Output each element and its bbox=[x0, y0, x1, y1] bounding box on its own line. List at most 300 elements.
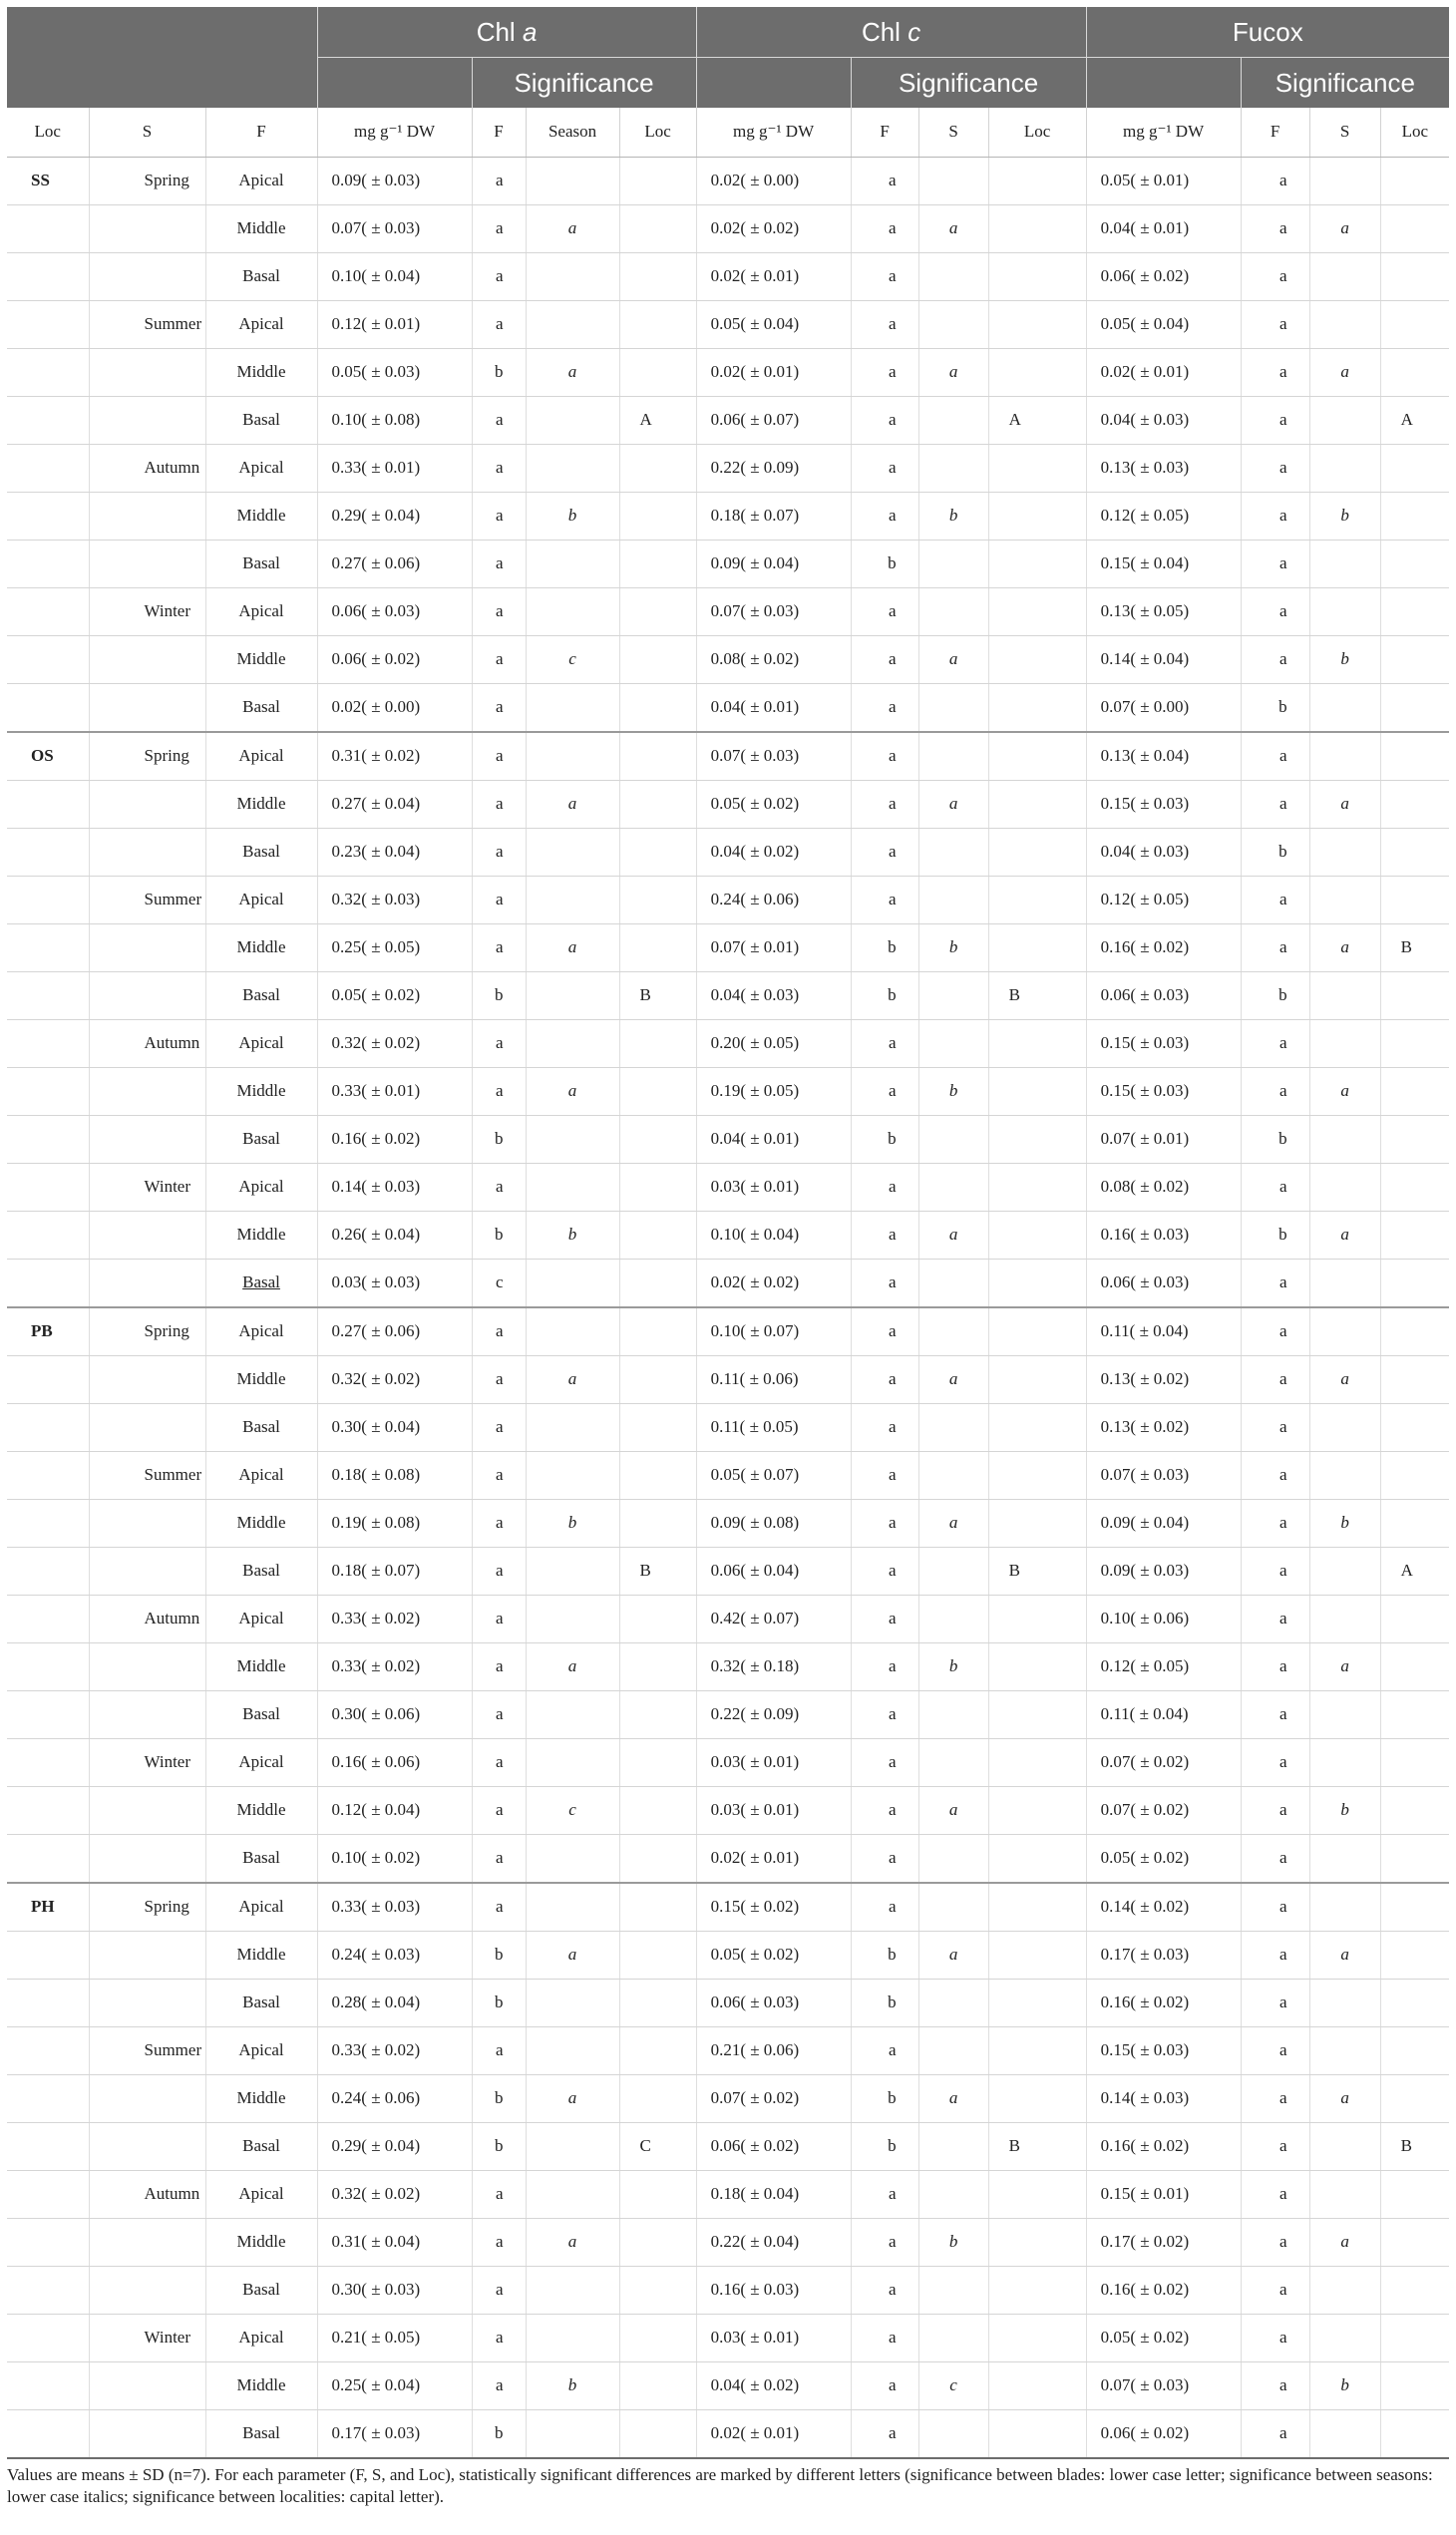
table-cell: a bbox=[851, 1834, 918, 1883]
table-row bbox=[7, 587, 1449, 635]
table-cell: Middle bbox=[205, 1211, 317, 1259]
table-cell: 0.24( ± 0.06) bbox=[696, 876, 851, 923]
table-cell bbox=[7, 1019, 89, 1067]
table-cell bbox=[918, 396, 988, 444]
table-cell bbox=[988, 1211, 1086, 1259]
table-cell bbox=[918, 587, 988, 635]
table-cell: a bbox=[472, 2026, 526, 2074]
table-cell bbox=[89, 1642, 205, 1690]
table-cell: 0.22( ± 0.04) bbox=[696, 2218, 851, 2266]
table-cell: 0.04( ± 0.03) bbox=[1086, 396, 1241, 444]
table-row bbox=[7, 1115, 1449, 1163]
table-cell bbox=[7, 1786, 89, 1834]
table-cell: a bbox=[1241, 2218, 1309, 2266]
table-cell bbox=[526, 876, 619, 923]
table-cell: 0.02( ± 0.01) bbox=[696, 2409, 851, 2458]
table-cell: 0.30( ± 0.03) bbox=[317, 2266, 472, 2314]
table-cell bbox=[89, 2266, 205, 2314]
table-cell bbox=[988, 923, 1086, 971]
table-cell: b bbox=[472, 1115, 526, 1163]
table-cell: a bbox=[851, 780, 918, 828]
table-cell bbox=[526, 2409, 619, 2458]
table-cell: Winter bbox=[89, 587, 205, 635]
table-cell bbox=[89, 1690, 205, 1738]
table-cell: a bbox=[1241, 1642, 1309, 1690]
table-cell: Apical bbox=[205, 2026, 317, 2074]
table-cell: 0.05( ± 0.02) bbox=[696, 1931, 851, 1979]
table-cell: Summer bbox=[89, 2026, 205, 2074]
table-cell: a bbox=[1241, 732, 1309, 781]
table-cell bbox=[7, 300, 89, 348]
table-cell bbox=[918, 1163, 988, 1211]
table-cell bbox=[1309, 2266, 1380, 2314]
table-cell: 0.12( ± 0.05) bbox=[1086, 1642, 1241, 1690]
table-cell: b bbox=[918, 1067, 988, 1115]
table-cell bbox=[918, 2026, 988, 2074]
table-cell: a bbox=[1309, 1355, 1380, 1403]
table-cell: a bbox=[851, 157, 918, 204]
table-cell bbox=[988, 1067, 1086, 1115]
table-cell: 0.10( ± 0.07) bbox=[696, 1307, 851, 1356]
table-cell bbox=[918, 2266, 988, 2314]
table-cell bbox=[1380, 1642, 1449, 1690]
table-cell bbox=[619, 1931, 696, 1979]
table-cell: a bbox=[472, 1834, 526, 1883]
table-cell bbox=[1309, 300, 1380, 348]
table-cell bbox=[526, 2170, 619, 2218]
table-cell: 0.02( ± 0.00) bbox=[696, 157, 851, 204]
table-cell: a bbox=[851, 396, 918, 444]
table-cell: 0.03( ± 0.01) bbox=[696, 1163, 851, 1211]
table-cell: 0.07( ± 0.03) bbox=[696, 732, 851, 781]
table-cell bbox=[526, 732, 619, 781]
table-row bbox=[7, 1451, 1449, 1499]
table-cell bbox=[988, 252, 1086, 300]
table-cell bbox=[7, 1211, 89, 1259]
table-cell: a bbox=[851, 492, 918, 540]
table-cell bbox=[526, 1115, 619, 1163]
table-row bbox=[7, 635, 1449, 683]
table-cell: b bbox=[1241, 683, 1309, 732]
table-cell: 0.06( ± 0.02) bbox=[1086, 2409, 1241, 2458]
table-cell: 0.03( ± 0.03) bbox=[317, 1259, 472, 1307]
table-cell: 0.15( ± 0.01) bbox=[1086, 2170, 1241, 2218]
table-cell: Basal bbox=[205, 1834, 317, 1883]
table-cell: a bbox=[851, 444, 918, 492]
table-cell bbox=[89, 2409, 205, 2458]
table-cell bbox=[619, 1834, 696, 1883]
table-cell: a bbox=[472, 732, 526, 781]
table-cell bbox=[89, 1403, 205, 1451]
table-cell bbox=[1380, 1307, 1449, 1356]
table-cell: a bbox=[472, 1738, 526, 1786]
table-cell: 0.13( ± 0.04) bbox=[1086, 732, 1241, 781]
table-cell: a bbox=[472, 1067, 526, 1115]
table-cell: a bbox=[472, 1690, 526, 1738]
table-cell: a bbox=[918, 1211, 988, 1259]
table-row bbox=[7, 1595, 1449, 1642]
table-cell: Middle bbox=[205, 1786, 317, 1834]
table-cell: a bbox=[918, 1931, 988, 1979]
table-cell: Autumn bbox=[89, 1595, 205, 1642]
table-cell bbox=[1309, 2314, 1380, 2361]
table-cell bbox=[988, 2074, 1086, 2122]
table-row bbox=[7, 396, 1449, 444]
table-cell bbox=[1309, 1547, 1380, 1595]
table-cell bbox=[988, 635, 1086, 683]
table-cell: 0.09( ± 0.04) bbox=[696, 540, 851, 587]
column-header: S bbox=[1309, 108, 1380, 157]
table-cell bbox=[918, 1403, 988, 1451]
table-cell: 0.30( ± 0.06) bbox=[317, 1690, 472, 1738]
table-cell bbox=[89, 1115, 205, 1163]
table-cell: 0.33( ± 0.01) bbox=[317, 444, 472, 492]
table-cell bbox=[7, 2314, 89, 2361]
table-cell bbox=[89, 204, 205, 252]
table-cell bbox=[7, 492, 89, 540]
table-cell: Basal bbox=[205, 396, 317, 444]
table-cell: Apical bbox=[205, 157, 317, 204]
table-cell: 0.32( ± 0.02) bbox=[317, 1355, 472, 1403]
table-cell bbox=[1380, 1834, 1449, 1883]
table-row bbox=[7, 2361, 1449, 2409]
table-cell: a bbox=[851, 1019, 918, 1067]
table-cell bbox=[1380, 971, 1449, 1019]
table-cell bbox=[988, 1883, 1086, 1932]
table-row bbox=[7, 204, 1449, 252]
table-cell: a bbox=[472, 635, 526, 683]
table-cell: 0.10( ± 0.04) bbox=[317, 252, 472, 300]
table-cell bbox=[89, 683, 205, 732]
table-cell bbox=[526, 1451, 619, 1499]
table-cell: Apical bbox=[205, 1163, 317, 1211]
table-cell: b bbox=[851, 923, 918, 971]
table-cell bbox=[1380, 540, 1449, 587]
table-cell: a bbox=[526, 1642, 619, 1690]
table-cell: 0.11( ± 0.06) bbox=[696, 1355, 851, 1403]
table-cell: 0.07( ± 0.02) bbox=[1086, 1738, 1241, 1786]
header-group-fucox: Fucox bbox=[1086, 7, 1449, 58]
table-cell: Autumn bbox=[89, 2170, 205, 2218]
table-cell: Middle bbox=[205, 923, 317, 971]
table-cell bbox=[918, 732, 988, 781]
table-cell: 0.22( ± 0.09) bbox=[696, 1690, 851, 1738]
table-cell: 0.06( ± 0.03) bbox=[1086, 971, 1241, 1019]
table-cell bbox=[1309, 1307, 1380, 1356]
table-cell bbox=[1380, 2266, 1449, 2314]
table-row bbox=[7, 2170, 1449, 2218]
table-cell bbox=[619, 348, 696, 396]
table-cell: 0.18( ± 0.07) bbox=[317, 1547, 472, 1595]
table-cell bbox=[7, 1259, 89, 1307]
table-cell: A bbox=[1380, 1547, 1449, 1595]
table-cell bbox=[89, 1211, 205, 1259]
table-cell bbox=[619, 2170, 696, 2218]
table-cell bbox=[988, 1403, 1086, 1451]
table-cell: 0.15( ± 0.03) bbox=[1086, 780, 1241, 828]
table-cell bbox=[526, 683, 619, 732]
table-cell: a bbox=[1241, 204, 1309, 252]
table-row bbox=[7, 828, 1449, 876]
table-cell bbox=[988, 2409, 1086, 2458]
table-cell: 0.05( ± 0.02) bbox=[317, 971, 472, 1019]
table-cell bbox=[1380, 1211, 1449, 1259]
table-cell: a bbox=[1309, 1067, 1380, 1115]
table-cell bbox=[526, 1834, 619, 1883]
table-cell: a bbox=[1241, 923, 1309, 971]
table-cell: 0.15( ± 0.02) bbox=[696, 1883, 851, 1932]
table-cell bbox=[988, 1307, 1086, 1356]
table-cell bbox=[988, 2218, 1086, 2266]
table-cell bbox=[89, 252, 205, 300]
table-cell: a bbox=[851, 732, 918, 781]
table-cell: a bbox=[851, 2361, 918, 2409]
table-cell: B bbox=[1380, 2122, 1449, 2170]
table-cell: B bbox=[988, 971, 1086, 1019]
table-row bbox=[7, 1642, 1449, 1690]
table-cell: Spring bbox=[89, 1307, 205, 1356]
table-cell bbox=[619, 2266, 696, 2314]
table-cell: 0.07( ± 0.02) bbox=[696, 2074, 851, 2122]
table-cell bbox=[918, 2122, 988, 2170]
table-cell: c bbox=[526, 635, 619, 683]
table-cell: a bbox=[851, 2266, 918, 2314]
table-cell: 0.30( ± 0.04) bbox=[317, 1403, 472, 1451]
table-cell bbox=[7, 252, 89, 300]
column-header: Season bbox=[526, 108, 619, 157]
table-cell bbox=[526, 1403, 619, 1451]
table-cell bbox=[1380, 1451, 1449, 1499]
table-cell: a bbox=[1241, 1451, 1309, 1499]
table-cell bbox=[89, 2074, 205, 2122]
table-cell: Summer bbox=[89, 1451, 205, 1499]
table-cell: 0.20( ± 0.05) bbox=[696, 1019, 851, 1067]
table-cell bbox=[619, 1067, 696, 1115]
table-cell bbox=[918, 828, 988, 876]
table-cell: Apical bbox=[205, 732, 317, 781]
table-cell: Basal bbox=[205, 828, 317, 876]
table-cell bbox=[7, 2361, 89, 2409]
table-cell bbox=[1380, 1931, 1449, 1979]
table-cell bbox=[918, 157, 988, 204]
table-cell: 0.11( ± 0.05) bbox=[696, 1403, 851, 1451]
table-cell: Basal bbox=[205, 683, 317, 732]
table-cell bbox=[918, 2170, 988, 2218]
table-cell: 0.27( ± 0.06) bbox=[317, 1307, 472, 1356]
table-cell: Middle bbox=[205, 1931, 317, 1979]
table-cell bbox=[526, 444, 619, 492]
table-cell bbox=[7, 1451, 89, 1499]
table-cell: 0.04( ± 0.02) bbox=[696, 828, 851, 876]
table-cell: 0.07( ± 0.02) bbox=[1086, 1786, 1241, 1834]
table-cell bbox=[918, 1690, 988, 1738]
table-cell bbox=[988, 300, 1086, 348]
table-cell bbox=[619, 1211, 696, 1259]
table-cell bbox=[619, 1690, 696, 1738]
table-cell: a bbox=[851, 252, 918, 300]
table-cell: a bbox=[851, 2170, 918, 2218]
column-header: mg g⁻¹ DW bbox=[1086, 108, 1241, 157]
table-cell bbox=[1309, 252, 1380, 300]
table-cell: c bbox=[918, 2361, 988, 2409]
header-group-chla: Chl a bbox=[317, 7, 696, 58]
table-cell: a bbox=[1309, 1642, 1380, 1690]
table-cell: 0.07( ± 0.03) bbox=[1086, 1451, 1241, 1499]
table-cell: a bbox=[851, 1499, 918, 1547]
table-cell: 0.10( ± 0.02) bbox=[317, 1834, 472, 1883]
table-row bbox=[7, 157, 1449, 204]
table-cell: b bbox=[472, 2074, 526, 2122]
table-cell: b bbox=[472, 1979, 526, 2026]
table-cell: 0.06( ± 0.02) bbox=[696, 2122, 851, 2170]
table-cell bbox=[918, 1738, 988, 1786]
table-cell bbox=[619, 2361, 696, 2409]
table-cell: b bbox=[851, 971, 918, 1019]
table-cell: a bbox=[918, 780, 988, 828]
table-cell: 0.10( ± 0.08) bbox=[317, 396, 472, 444]
table-cell: a bbox=[851, 1307, 918, 1356]
table-cell: a bbox=[851, 1403, 918, 1451]
table-cell bbox=[526, 540, 619, 587]
table-cell: Apical bbox=[205, 444, 317, 492]
table-cell: Middle bbox=[205, 348, 317, 396]
table-cell: 0.12( ± 0.05) bbox=[1086, 876, 1241, 923]
table-cell bbox=[619, 2409, 696, 2458]
table-cell: 0.08( ± 0.02) bbox=[696, 635, 851, 683]
table-cell: a bbox=[472, 1403, 526, 1451]
table-cell: 0.16( ± 0.03) bbox=[1086, 1211, 1241, 1259]
table-cell bbox=[619, 876, 696, 923]
table-row bbox=[7, 1403, 1449, 1451]
table-cell bbox=[1380, 1019, 1449, 1067]
table-cell: 0.04( ± 0.03) bbox=[1086, 828, 1241, 876]
table-cell bbox=[1380, 492, 1449, 540]
table-cell: Apical bbox=[205, 2170, 317, 2218]
table-cell: a bbox=[851, 1067, 918, 1115]
table-cell: 0.29( ± 0.04) bbox=[317, 2122, 472, 2170]
table-row bbox=[7, 1931, 1449, 1979]
table-cell: a bbox=[526, 1355, 619, 1403]
table-cell: Middle bbox=[205, 1642, 317, 1690]
table-cell bbox=[526, 252, 619, 300]
table-cell bbox=[1380, 1499, 1449, 1547]
table-cell: 0.33( ± 0.02) bbox=[317, 1595, 472, 1642]
table-cell bbox=[526, 2266, 619, 2314]
table-cell: 0.09( ± 0.03) bbox=[1086, 1547, 1241, 1595]
table-cell bbox=[1380, 1355, 1449, 1403]
table-cell bbox=[619, 1019, 696, 1067]
table-cell: Basal bbox=[205, 540, 317, 587]
table-cell bbox=[1309, 1259, 1380, 1307]
table-cell: 0.07( ± 0.00) bbox=[1086, 683, 1241, 732]
table-cell: a bbox=[1241, 2409, 1309, 2458]
table-cell bbox=[988, 587, 1086, 635]
table-cell: Middle bbox=[205, 1499, 317, 1547]
table-cell: PB bbox=[7, 1307, 89, 1356]
table-cell: a bbox=[472, 587, 526, 635]
table-cell: 0.42( ± 0.07) bbox=[696, 1595, 851, 1642]
table-cell: 0.15( ± 0.04) bbox=[1086, 540, 1241, 587]
table-cell: a bbox=[472, 1307, 526, 1356]
table-cell bbox=[526, 396, 619, 444]
table-cell bbox=[7, 2409, 89, 2458]
table-cell: 0.16( ± 0.03) bbox=[696, 2266, 851, 2314]
table-cell bbox=[1309, 1115, 1380, 1163]
table-cell bbox=[1380, 1595, 1449, 1642]
table-cell: a bbox=[1241, 1019, 1309, 1067]
table-cell bbox=[89, 2218, 205, 2266]
table-row bbox=[7, 444, 1449, 492]
table-cell: 0.25( ± 0.04) bbox=[317, 2361, 472, 2409]
table-cell bbox=[7, 635, 89, 683]
table-cell: a bbox=[918, 1355, 988, 1403]
table-cell bbox=[7, 2266, 89, 2314]
table-cell: b bbox=[918, 923, 988, 971]
table-cell: a bbox=[851, 1355, 918, 1403]
column-header: Loc bbox=[7, 108, 89, 157]
table-cell: Winter bbox=[89, 1163, 205, 1211]
table-cell: 0.19( ± 0.08) bbox=[317, 1499, 472, 1547]
table-row bbox=[7, 923, 1449, 971]
table-cell: 0.14( ± 0.03) bbox=[317, 1163, 472, 1211]
table-cell: a bbox=[1241, 1163, 1309, 1211]
table-cell: 0.16( ± 0.02) bbox=[1086, 1979, 1241, 2026]
table-cell: Middle bbox=[205, 1355, 317, 1403]
table-cell bbox=[1380, 2409, 1449, 2458]
table-cell: 0.08( ± 0.02) bbox=[1086, 1163, 1241, 1211]
table-cell bbox=[988, 348, 1086, 396]
table-row bbox=[7, 1738, 1449, 1786]
table-cell: b bbox=[1309, 635, 1380, 683]
table-cell: 0.06( ± 0.03) bbox=[1086, 1259, 1241, 1307]
table-cell: 0.19( ± 0.05) bbox=[696, 1067, 851, 1115]
table-cell: Basal bbox=[205, 1979, 317, 2026]
table-cell bbox=[7, 1403, 89, 1451]
column-header: Loc bbox=[988, 108, 1086, 157]
table-cell: 0.16( ± 0.02) bbox=[1086, 923, 1241, 971]
table-cell: a bbox=[851, 1642, 918, 1690]
table-row bbox=[7, 1259, 1449, 1307]
table-cell bbox=[988, 1931, 1086, 1979]
table-cell bbox=[89, 348, 205, 396]
table-cell bbox=[1380, 1738, 1449, 1786]
table-cell: a bbox=[1241, 780, 1309, 828]
table-cell: Middle bbox=[205, 635, 317, 683]
table-cell bbox=[988, 1115, 1086, 1163]
table-footnote: Values are means ± SD (n=7). For each parameter (F, S, and Loc), statistically significant differences are marked by different letters (significance between blades: lower case letter; significance between seasons: lower case italics; significance between localities: capital letter). bbox=[7, 2464, 1433, 2506]
table-cell: a bbox=[1309, 348, 1380, 396]
table-cell: Middle bbox=[205, 780, 317, 828]
table-row bbox=[7, 1786, 1449, 1834]
table-cell bbox=[988, 1355, 1086, 1403]
table-cell bbox=[619, 1451, 696, 1499]
table-cell bbox=[988, 2026, 1086, 2074]
table-cell bbox=[526, 1979, 619, 2026]
table-cell bbox=[988, 2266, 1086, 2314]
table-cell bbox=[619, 1163, 696, 1211]
table-cell bbox=[1309, 1883, 1380, 1932]
table-cell: 0.24( ± 0.03) bbox=[317, 1931, 472, 1979]
table-cell bbox=[619, 2314, 696, 2361]
table-cell bbox=[7, 828, 89, 876]
table-cell: B bbox=[619, 1547, 696, 1595]
table-cell: a bbox=[472, 780, 526, 828]
table-cell: 0.11( ± 0.04) bbox=[1086, 1307, 1241, 1356]
table-cell: 0.04( ± 0.01) bbox=[696, 683, 851, 732]
table-cell: 0.15( ± 0.03) bbox=[1086, 1067, 1241, 1115]
table-cell: 0.21( ± 0.06) bbox=[696, 2026, 851, 2074]
table-cell: a bbox=[472, 1547, 526, 1595]
